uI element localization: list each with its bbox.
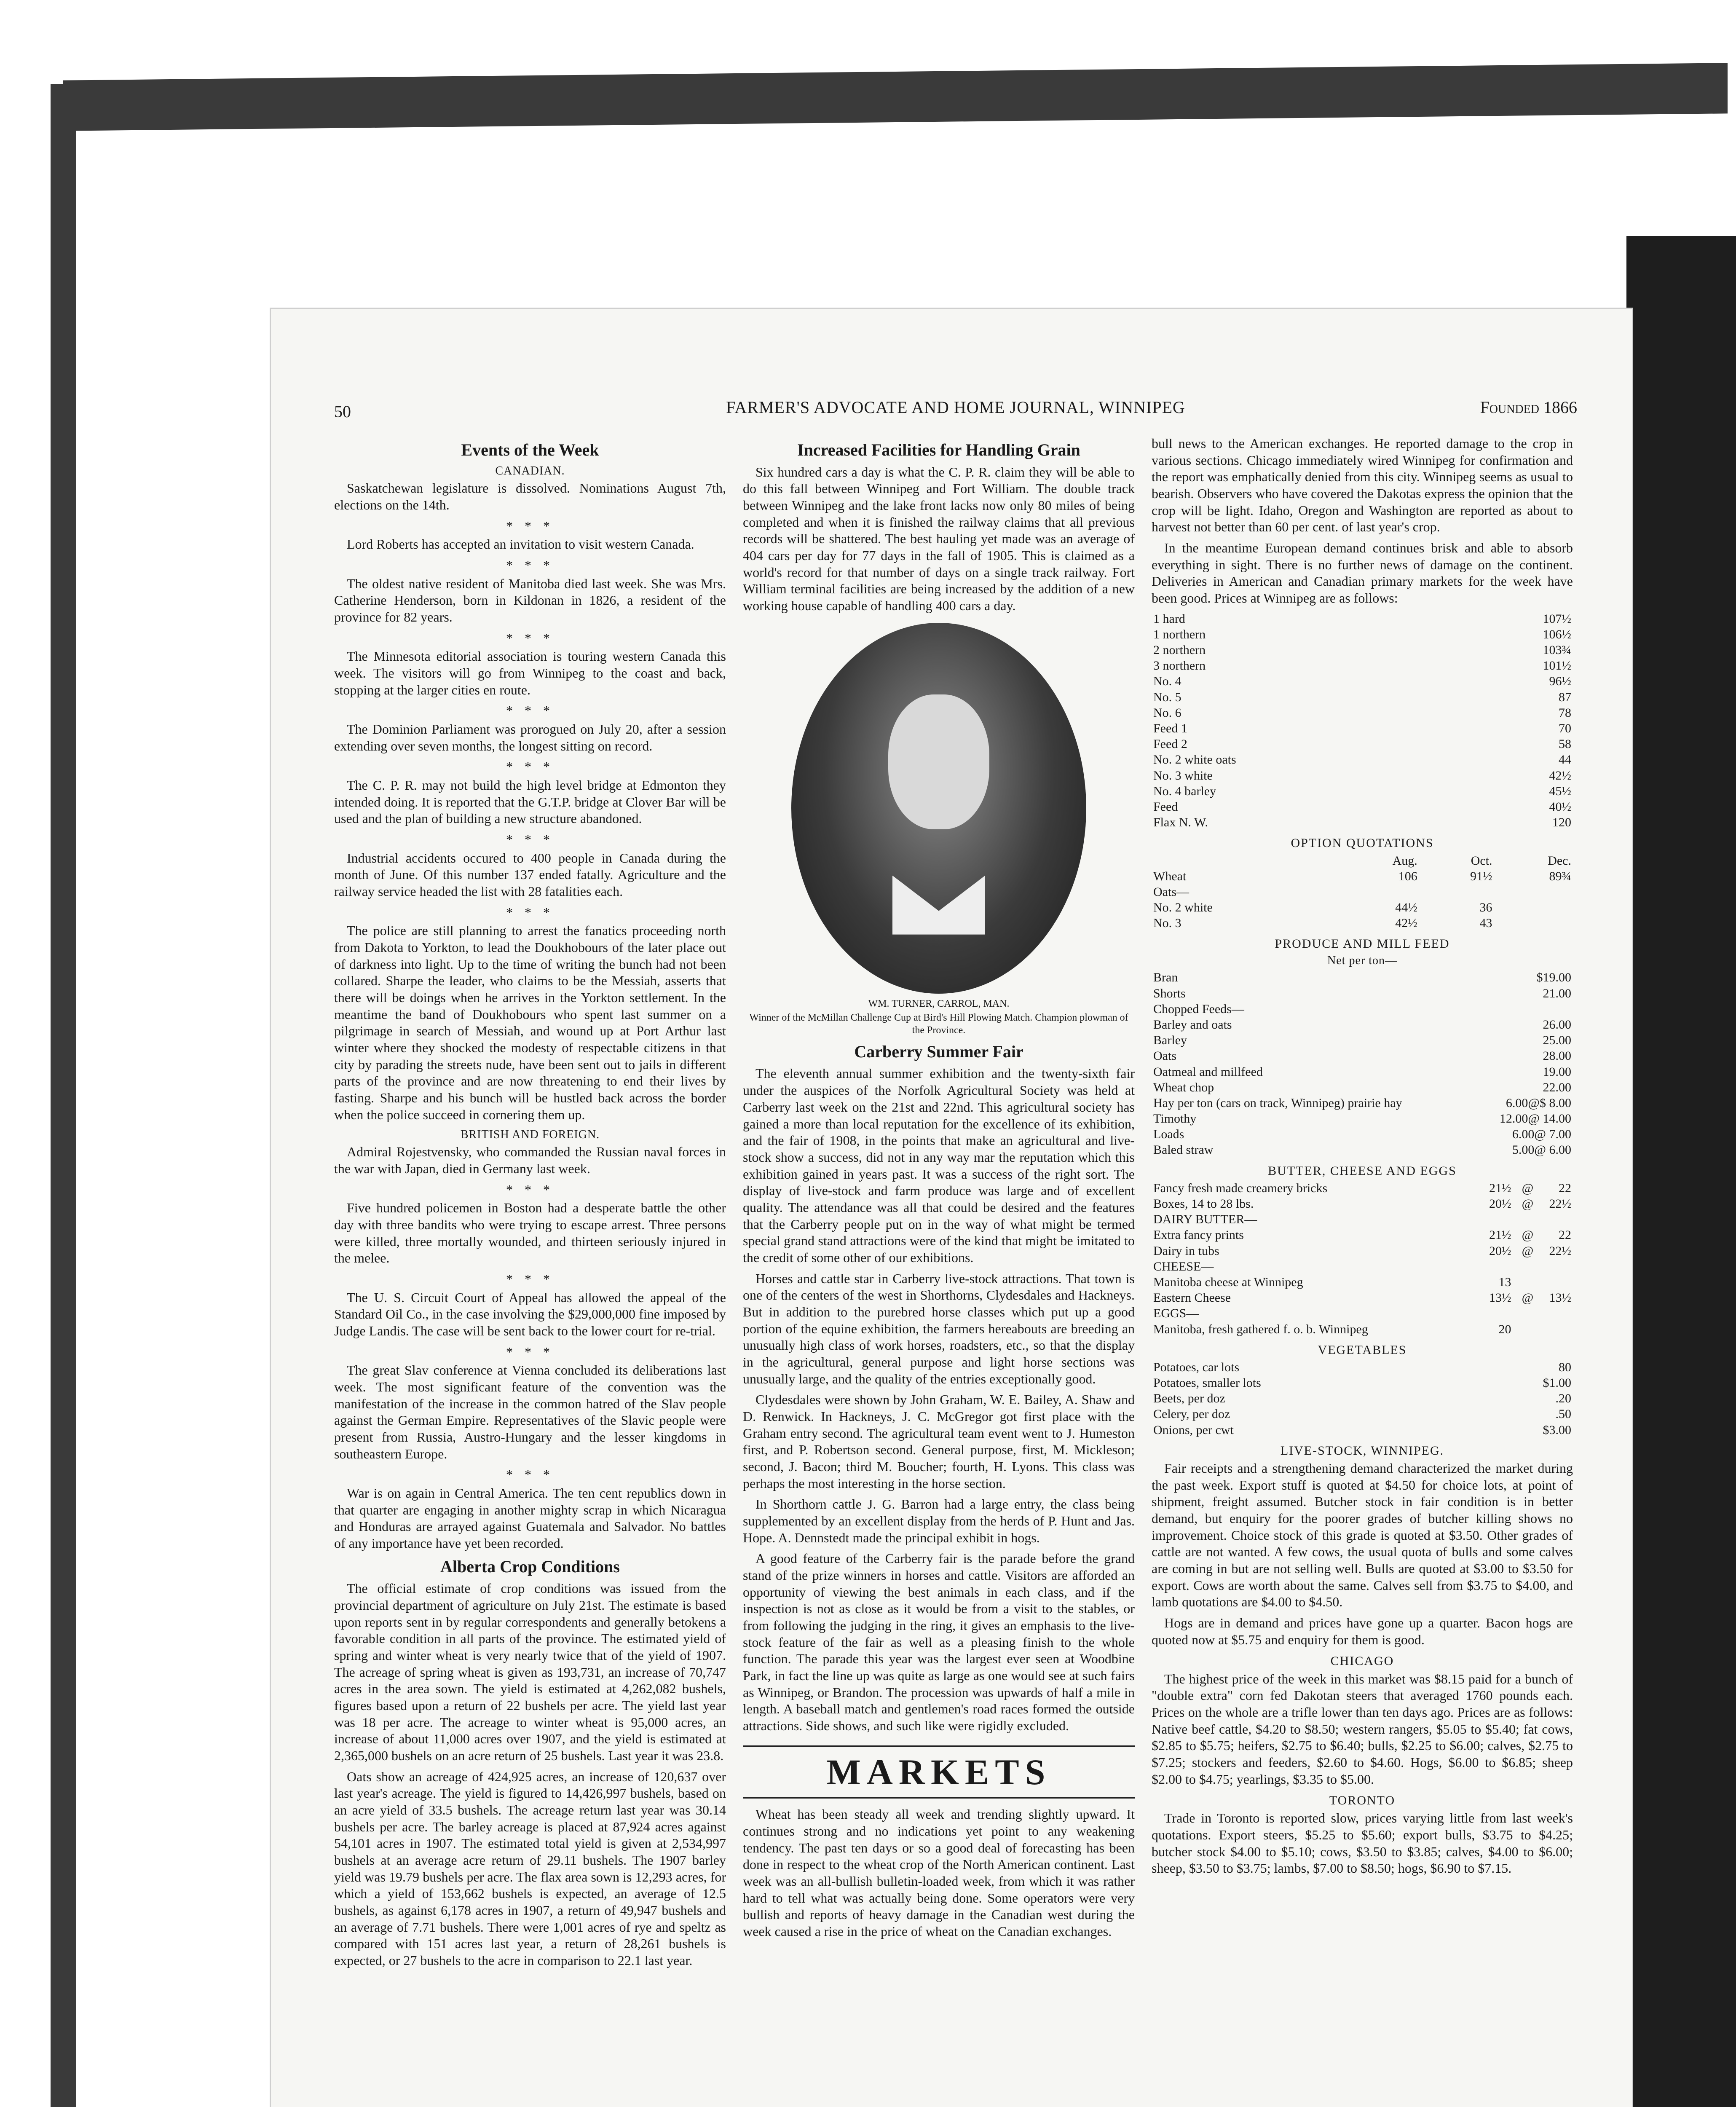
table-cell: No. 3 — [1153, 916, 1181, 930]
table-cell: @ — [1522, 1291, 1534, 1305]
portrait-subcaption: Winner of the McMillan Challenge Cup at Bird's Hill Plowing Match. Champion plowman of the Province. — [749, 1012, 1128, 1036]
vegetables-table — [1152, 1359, 1573, 1438]
produce-subheading: Net per ton— — [1327, 954, 1397, 967]
table-cell: Extra fancy prints — [1153, 1228, 1244, 1242]
dairy-row — [1152, 1322, 1573, 1337]
journal-title: FARMER'S ADVOCATE AND HOME JOURNAL, WINNIPEG — [726, 398, 1185, 417]
table-cell: Timothy — [1153, 1112, 1197, 1126]
table-cell — [1535, 1212, 1573, 1227]
carberry-heading: Carberry Summer Fair — [854, 1042, 1023, 1061]
table-cell: Celery, per doz — [1153, 1407, 1230, 1421]
produce-row — [1152, 1001, 1573, 1017]
carberry-paragraph: In Shorthorn cattle J. G. Barron had a large entry, the class being supplemented by an excellent display from the herds of P. Hunt and Jas. Hope. A. Dennstedt made the principal exhibit in hogs. — [743, 1496, 1135, 1545]
table-cell: 22 — [1559, 1228, 1571, 1242]
table-cell — [1513, 1274, 1535, 1290]
table-cell: 106 — [1398, 869, 1417, 883]
table-cell: 101½ — [1543, 659, 1571, 673]
table-cell — [1494, 884, 1573, 900]
table-cell — [1476, 1001, 1573, 1017]
divider-stars: * * * — [506, 1182, 554, 1197]
produce-row — [1152, 986, 1573, 1001]
table-cell: 70 — [1559, 721, 1571, 736]
option-row — [1152, 915, 1573, 931]
table-cell: 20½ — [1489, 1244, 1511, 1258]
table-cell: 21½ — [1489, 1181, 1511, 1195]
table-cell: @ — [1522, 1197, 1534, 1211]
produce-row — [1152, 1126, 1573, 1142]
table-cell: Oct. — [1471, 853, 1492, 868]
divider-stars: * * * — [506, 759, 554, 775]
table-cell: $19.00 — [1536, 970, 1571, 985]
markets-continued: bull news to the American exchanges. He reported damage to the crop in various sections. Chicago immediately wired Winnipeg for confirmation and the report was emphatically denied from this city. Winnipeg seems as usual to bearish. Observers who have covered the Dakotas express the opinion that the crop will be light. Idaho, Oregon and Washington are reported as about to harvest not better than 60 per cent. of last year's crop. — [1152, 436, 1573, 535]
table-cell — [1513, 1305, 1535, 1321]
column-1 — [334, 435, 726, 2107]
divider-stars: * * * — [506, 558, 554, 573]
column-2 — [743, 435, 1135, 2107]
carberry-paragraph: The eleventh annual summer exhibition and the twenty-sixth fair under the auspices of the Norfolk Agricultural Society was held at Carberry last week on the 21st and 22nd. This agricultural society has gained a more than local reputation for the excellence of its exhibition, and the fair of 1908, in the points that make an agricultural and live-stock show a success, did not in any way mar the reputation which this exhibition gained in years past. It was a success of the right sort. The display of live-stock and farm produce was large and of excellent quality. The attendance was all that could be desired and the features that the Carberry people put on in the way of what might be termed special grand stand attractions were of the kind that might be imitated to the credit of some other of our exhibitions. — [743, 1066, 1135, 1265]
table-cell — [1494, 915, 1573, 931]
table-cell: Oatmeal and millfeed — [1153, 1064, 1263, 1079]
divider-stars: * * * — [506, 518, 554, 533]
produce-row — [1152, 1032, 1573, 1048]
table-cell: Barley — [1153, 1033, 1187, 1048]
event-item: The Minnesota editorial association is touring western Canada this week. The visitors will go from Winnipeg to the coast and back, stopping at the larger cities en route. — [334, 649, 726, 697]
table-cell: No. 3 white — [1153, 768, 1213, 783]
table-cell — [1513, 1322, 1535, 1337]
dairy-row — [1152, 1212, 1573, 1227]
page-number: 50 — [334, 402, 351, 421]
table-cell: No. 4 — [1153, 674, 1181, 689]
table-cell: $1.00 — [1543, 1376, 1571, 1390]
table-cell: Aug. — [1392, 853, 1417, 868]
option-row — [1152, 884, 1573, 900]
table-cell: 96½ — [1549, 674, 1571, 689]
portrait-collar — [892, 876, 985, 935]
table-cell: 106½ — [1543, 627, 1571, 641]
table-cell: Loads — [1153, 1127, 1184, 1142]
table-cell: Boxes, 14 to 28 lbs. — [1153, 1197, 1254, 1211]
table-cell: No. 2 white oats — [1153, 753, 1236, 767]
table-cell: Wheat chop — [1153, 1080, 1214, 1094]
table-cell: Potatoes, smaller lots — [1153, 1376, 1261, 1390]
grain-price-row — [1152, 736, 1573, 752]
table-cell: CHEESE— — [1153, 1259, 1214, 1273]
produce-table — [1152, 970, 1573, 1158]
table-cell: 80 — [1559, 1360, 1571, 1374]
table-cell: Hay per ton (cars on track, Winnipeg) prairie hay — [1153, 1096, 1402, 1110]
portrait-face — [888, 694, 989, 829]
table-cell — [1475, 1305, 1513, 1321]
canadian-label: CANADIAN. — [495, 464, 565, 477]
livestock-paragraph: Fair receipts and a strengthening demand characterized the market during the past week. Export stuff is quoted at $4.50 for choice lots, at point of shipment, freight assumed. Butcher stock in fair condition is in better demand, but enquiry for the poorer grades of butcher killing shows no improvement. Choice stock of this grade is quoted at $3.50. Other grades of cattle are not wanted. A few cows, the usual quota of bulls and some calves are coming in but are not selling well. Bulls are quoted at $3.00 to $3.50 for export. Cows are worth about the same. Calves sell from $3.75 to $4.00, and lamb quotations are $4.00 to $4.50. — [1152, 1461, 1573, 1610]
table-cell — [1535, 1305, 1573, 1321]
table-cell — [1535, 1274, 1573, 1290]
toronto-paragraph: Trade in Toronto is reported slow, prices varying little from last week's quotations. Export steers, $5.25 to $5.60; export bulls, $3.75 to $4.25; butcher stock $4.00 to $5.10; cows, $3.50 to $3.85; calves, $4.00 to $6.00; sheep, $3.50 to $3.75; lambs, $7.00 to $8.50; hogs, $6.90 to $7.15. — [1152, 1810, 1573, 1876]
table-cell — [1535, 1259, 1573, 1274]
table-cell — [1535, 1322, 1573, 1337]
table-cell: 78 — [1559, 705, 1571, 720]
divider-stars: * * * — [506, 1271, 554, 1287]
table-cell: Potatoes, car lots — [1153, 1360, 1240, 1374]
event-item: The C. P. R. may not build the high level bridge at Edmonton they intended doing. It is reported that the G.T.P. bridge at Clover Bar will be used and the plan of building a new structure abandoned. — [334, 777, 726, 826]
grain-paragraph: Six hundred cars a day is what the C. P. R. claim they will be able to do this fall between Winnipeg and Fort William. The double track between Winnipeg and the lake front lacks now only 80 miles of being completed and when it is finished the railway claims that all previous records will be shattered. The best hauling yet made was an average of 404 cars per day for 77 days in the fall of 1905. This is claimed as a world's record for that number of days on a single track railway. Fort William terminal facilities are being increased by the addition of a new working house capable of handling 400 cars a day. — [743, 464, 1135, 613]
table-cell: No. 6 — [1153, 705, 1181, 720]
table-cell: 5.00@ 6.00 — [1512, 1143, 1571, 1157]
produce-row — [1152, 1048, 1573, 1064]
vegetable-row — [1152, 1391, 1573, 1406]
grain-price-row — [1152, 783, 1573, 799]
table-cell: @ — [1522, 1181, 1534, 1195]
divider-stars: * * * — [506, 630, 554, 646]
table-cell: 20 — [1498, 1322, 1511, 1336]
table-cell: 13½ — [1549, 1291, 1571, 1305]
divider-stars: * * * — [506, 904, 554, 920]
hogs-paragraph: Hogs are in demand and prices have gone up a quarter. Bacon hogs are quoted now at $5.75 and enquiry for them is good. — [1152, 1615, 1573, 1647]
table-cell — [1152, 853, 1336, 869]
table-cell: Baled straw — [1153, 1143, 1214, 1157]
table-cell — [1513, 1259, 1535, 1274]
events-heading: Events of the Week — [461, 440, 599, 459]
table-cell: 36 — [1479, 901, 1492, 915]
grain-price-row — [1152, 705, 1573, 721]
scan-shadow-right — [1626, 236, 1736, 2107]
table-cell: 43 — [1479, 916, 1492, 930]
table-cell: 44 — [1559, 753, 1571, 767]
option-row — [1152, 869, 1573, 884]
grain-price-row — [1152, 673, 1573, 689]
table-cell: 58 — [1559, 737, 1571, 751]
chicago-heading: CHICAGO — [1330, 1654, 1394, 1668]
table-cell: No. 4 barley — [1153, 784, 1216, 798]
dairy-row — [1152, 1290, 1573, 1305]
alberta-paragraph: The official estimate of crop conditions was issued from the provincial department of agriculture on July 21st. The estimate is based upon reports sent in by regular correspondents and generally betokens a favorable condition in all parts of the province. The estimated yield of spring and winter wheat is very nearly twice that of the yield of 1907. The acreage of spring wheat is given as 193,731, an increase of 70,747 acres in the area sown. The yield is estimated at 4,262,082 bushels, figures based upon a return of 22 bushels per acre. The yield last year was 18 per acre. The acreage to winter wheat is 95,000 acres, an increase of about 11,000 acres over 1907, and the yield is estimated at 2,365,000 bushels on an acre return of 25 bushels. Last year it was 23.8. — [334, 1581, 726, 1763]
produce-row — [1152, 1111, 1573, 1126]
table-cell: 42½ — [1549, 768, 1571, 783]
option-table — [1152, 853, 1573, 931]
portrait-photo — [791, 623, 1086, 994]
table-cell: Oats— — [1153, 885, 1189, 899]
grain-price-row — [1152, 642, 1573, 658]
table-cell: Dec. — [1548, 853, 1571, 868]
vegetables-heading: VEGETABLES — [1318, 1343, 1407, 1357]
event-item: The Dominion Parliament was prorogued on July 20, after a session extending over seven months, the longest sitting on record. — [334, 721, 726, 753]
table-cell: 19.00 — [1543, 1064, 1571, 1079]
produce-heading: PRODUCE AND MILL FEED — [1275, 937, 1450, 951]
page-header — [334, 397, 1577, 423]
dairy-row — [1152, 1227, 1573, 1243]
dairy-row — [1152, 1243, 1573, 1259]
table-cell: .50 — [1555, 1407, 1571, 1421]
table-cell: 21½ — [1489, 1228, 1511, 1242]
scan-shadow-left — [51, 84, 76, 2107]
table-cell: 89¾ — [1549, 869, 1571, 883]
table-cell — [1419, 884, 1494, 900]
markets-intro: Wheat has been steady all week and trending slightly upward. It continues strong and no indications yet point to any weakening tendency. The past ten days or so a good deal of forecasting has been done in respect to the wheat crop of the North American continent. Last week was an all-bullish bulletin-loaded week, from which it was rather hard to tell what was actually being done. Some operators were very bullish and reports of heavy damage in the Canadian west during the week caused a rise in the price of wheat on the Canadian exchanges. — [743, 1807, 1135, 1939]
table-cell: 91½ — [1470, 869, 1492, 883]
table-cell: 22 — [1559, 1181, 1571, 1195]
table-cell: 6.00@$ 8.00 — [1506, 1096, 1571, 1110]
dairy-row — [1152, 1305, 1573, 1321]
dairy-table — [1152, 1180, 1573, 1337]
produce-row — [1152, 970, 1573, 985]
grain-price-row — [1152, 815, 1573, 830]
livestock-heading: LIVE-STOCK, WINNIPEG. — [1280, 1443, 1444, 1458]
markets-banner: MARKETS — [743, 1745, 1135, 1799]
produce-row — [1152, 1017, 1573, 1032]
table-cell: 87 — [1559, 690, 1571, 704]
event-item: The great Slav conference at Vienna concluded its deliberations last week. The most significant feature of the convention was the manifestation of the increase in the common hatred of the Slav people against the German Empire. Representatives of the Slavic people were present from Russia, Austro-Hungary and the lesser kingdoms in southeastern Europe. — [334, 1362, 726, 1461]
grain-price-table — [1152, 611, 1573, 831]
table-cell: Onions, per cwt — [1153, 1423, 1234, 1437]
table-cell: 12.00@ 14.00 — [1499, 1112, 1571, 1126]
table-cell: 13 — [1498, 1275, 1511, 1289]
dairy-row — [1152, 1180, 1573, 1196]
table-cell: 120 — [1552, 815, 1571, 830]
table-cell: $3.00 — [1543, 1423, 1571, 1437]
event-item: Five hundred policemen in Boston had a desperate battle the other day with three bandits who were trying to escape arrest. Three persons were killed, three mortally wounded, and thirteen seriously injured in the melee. — [334, 1200, 726, 1266]
toronto-heading: TORONTO — [1329, 1793, 1396, 1808]
table-cell: Dairy in tubs — [1153, 1244, 1219, 1258]
divider-stars: * * * — [506, 1467, 554, 1482]
grain-heading: Increased Facilities for Handling Grain — [797, 440, 1080, 459]
table-cell: Fancy fresh made creamery bricks — [1153, 1181, 1328, 1195]
table-cell: Flax N. W. — [1153, 815, 1208, 830]
table-cell: 44½ — [1395, 901, 1417, 915]
vegetable-row — [1152, 1375, 1573, 1391]
table-cell: 22½ — [1549, 1197, 1571, 1211]
alberta-paragraph: Oats show an acreage of 424,925 acres, an increase of 120,637 over last year's acreage. The yield is figured to 14,426,997 bushels, based on an acre yield of 33.5 bushels. The acreage return last year was 30.14 bushels per acre. The barley acreage is placed at 87,924 acres against 54,101 acres in 1907. The estimated total yield is given at 2,534,997 bushels at an average acre return of 29.11 bushels. The 1907 barley yield was 19.79 bushels per acre. The flax area sown is 12,293 acres, for which a yield of 153,662 bushels is expected, an average of 12.5 bushels, as against 6,178 acres in 1907, a return of 49,947 bushels and an average of 7.71 bushels. There were 1,001 acres of rye and speltz as compared with 151 acres last year, a return of 28,261 bushels is expected, or 27 bushels to the acre in comparison to 22.1 last year. — [334, 1769, 726, 1968]
table-cell: Feed 2 — [1153, 737, 1187, 751]
grain-price-row — [1152, 799, 1573, 815]
option-row — [1152, 900, 1573, 915]
grain-price-row — [1152, 627, 1573, 642]
table-cell: 21.00 — [1543, 986, 1571, 1000]
table-cell: 25.00 — [1543, 1033, 1571, 1048]
event-item: Lord Roberts has accepted an invitation to visit western Canada. — [347, 536, 694, 552]
table-cell: 42½ — [1395, 916, 1417, 930]
table-cell: No. 5 — [1153, 690, 1181, 704]
table-cell: DAIRY BUTTER— — [1153, 1212, 1257, 1227]
table-cell: 26.00 — [1543, 1017, 1571, 1032]
table-cell: 107½ — [1543, 611, 1571, 626]
divider-stars: * * * — [506, 1344, 554, 1359]
table-cell — [1513, 1212, 1535, 1227]
column-3 — [1152, 435, 1573, 2107]
table-cell — [1336, 884, 1419, 900]
table-cell: 45½ — [1549, 784, 1571, 798]
option-heading: OPTION QUOTATIONS — [1291, 836, 1434, 850]
table-cell: 6.00@ 7.00 — [1512, 1127, 1571, 1142]
table-cell: .20 — [1555, 1391, 1571, 1406]
grain-price-row — [1152, 768, 1573, 783]
carberry-paragraph: A good feature of the Carberry fair is the parade before the grand stand of the prize winners in horses and cattle. Visitors are afforded an opportunity of viewing the best animals in each class, and if the inspection is not as close as it would be from a visit to the stables, or from following the judging in the ring, it gives an emphasis to the live-stock feature of the fair as well as a pleasing finish to the whole function. The parade this year was the largest ever seen at Woodbine Park, in fact the line up was quite as large as one would see at such fairs as Winnipeg, or Brandon. The procession was upwards of half a mile in length. A baseball match and gentlemen's road races formed the outside attractions. Side shows, and such like were rigidly excluded. — [743, 1551, 1135, 1734]
carberry-paragraph: Horses and cattle star in Carberry live-stock attractions. That town is one of the centers of the west in Shorthorns, Clydesdales and Hackneys. But in addition to the purebred horse classes which put up a good portion of the equine exhibition, the farmers hereabouts are breeding an unusually high class of work horses, roadsters, etc., so that the display in the agricultural, general purpose and light horse sections was unusually large, and the quality of the entries exceptionally good. — [743, 1271, 1135, 1386]
event-item: Industrial accidents occured to 400 people in Canada during the month of June. Of this number 137 ended fatally. Agriculture and the railway service headed the list with 28 fatalities each. — [334, 850, 726, 899]
markets-continued: In the meantime European demand continues brisk and able to absorb everything in sight. There is no further news of damage on the continent. Deliveries in American and Canadian primary markets for the week have been good. Prices at Winnipeg are as follows: — [1152, 540, 1573, 606]
grain-price-row — [1152, 721, 1573, 736]
event-item: War is on again in Central America. The ten cent republics down in that quarter are engaging in another mighty scrap in which Nicaragua and Honduras are arrayed against Guatemala and Salvador. No battles of any importance have yet been recorded. — [334, 1485, 726, 1551]
table-cell: Wheat — [1153, 869, 1187, 883]
grain-price-row — [1152, 689, 1573, 705]
option-row — [1152, 853, 1573, 869]
table-cell: Oats — [1153, 1049, 1176, 1063]
newspaper-page — [270, 308, 1633, 2107]
produce-row — [1152, 1142, 1573, 1158]
table-cell: 28.00 — [1543, 1049, 1571, 1063]
vegetable-row — [1152, 1422, 1573, 1438]
table-cell: Feed 1 — [1153, 721, 1187, 736]
table-cell: 3 northern — [1153, 659, 1206, 673]
grain-price-row — [1152, 658, 1573, 673]
table-cell: 2 northern — [1153, 643, 1206, 657]
carberry-paragraph: Clydesdales were shown by John Graham, W. E. Bailey, A. Shaw and D. Renwick. In Hackneys, J. C. McGregor got first place with the Graham entry second. The agricultural team event went to J. Humeston first, and P. Robertson second. General purpose, first, M. Mickleson; second, J. Bacon; third M. Boucher; fourth, H. Lyons. This class was perhaps the most interesting in the horse section. — [743, 1392, 1135, 1491]
table-cell: 1 hard — [1153, 611, 1185, 626]
table-cell — [1494, 900, 1573, 915]
portrait-caption: WM. TURNER, CARROL, MAN. — [868, 998, 1010, 1009]
table-cell: 1 northern — [1153, 627, 1206, 641]
table-cell: 22.00 — [1543, 1080, 1571, 1094]
table-cell: EGGS— — [1153, 1306, 1199, 1321]
table-cell: @ — [1522, 1244, 1534, 1258]
table-cell — [1475, 1259, 1513, 1274]
table-cell — [1475, 1212, 1513, 1227]
table-cell: 22½ — [1549, 1244, 1571, 1258]
table-cell: Eastern Cheese — [1153, 1291, 1231, 1305]
dairy-row — [1152, 1274, 1573, 1290]
produce-row — [1152, 1064, 1573, 1080]
table-cell: Barley and oats — [1153, 1017, 1232, 1032]
table-cell: Shorts — [1153, 986, 1186, 1000]
foreign-label: BRITISH AND FOREIGN. — [460, 1128, 600, 1141]
event-item: The U. S. Circuit Court of Appeal has allowed the appeal of the Standard Oil Co., in the case involving the $29,000,000 fine imposed by Judge Landis. The case will be sent back to the lower court for re-trial. — [334, 1289, 726, 1338]
dairy-row — [1152, 1196, 1573, 1212]
table-cell: Manitoba cheese at Winnipeg — [1153, 1275, 1303, 1289]
table-cell: Beets, per doz — [1153, 1391, 1225, 1406]
table-cell: 40½ — [1549, 799, 1571, 814]
table-cell: Manitoba, fresh gathered f. o. b. Winnipeg — [1153, 1322, 1368, 1336]
produce-row — [1152, 1080, 1573, 1095]
alberta-heading: Alberta Crop Conditions — [440, 1557, 620, 1576]
table-cell: 13½ — [1489, 1291, 1511, 1305]
grain-price-row — [1152, 752, 1573, 767]
table-cell: No. 2 white — [1153, 901, 1213, 915]
table-cell: Feed — [1153, 799, 1178, 814]
event-item: The police are still planning to arrest the fanatics proceeding north from Dakota to Yorkton, to lead the Doukhobours of the later place out of darkness into light. Up to the time of writing the bunch had not been collared. Sharpe the leader, who claims to be the Messiah, asserts that there will be doings when he arrives in the Yorkton settlement. In the meantime the band of Doukhobours who spent last summer on a pilgrimage in search of Messiah, and wound up at Port Arthur last winter where they shocked the modesty of respectable citizens in that city by parading the streets nude, have been sent out to jails in different parts of the province and are now threatening to end their lives by fasting. Sharpe and his bunch will be hustled back across the border when the police succeed in cornering them up. — [334, 923, 726, 1122]
divider-stars: * * * — [506, 832, 554, 847]
grain-price-row — [1152, 611, 1573, 627]
produce-row — [1152, 1095, 1573, 1111]
chicago-paragraph: The highest price of the week in this market was $8.15 paid for a bunch of "double extra" corn fed Dakotan steers that averaged 1760 pounds each. Prices on the whole are a trifle lower than ten days ago. Prices are as follows: Native beef cattle, $4.20 to $8.50; western rangers, $5.05 to $5.40; fat cows, $2.85 to $5.75; heifers, $2.75 to $6.40; bulls, $2.25 to $6.00; calves, $2.75 to $7.25; stockers and feeders, $2.60 to $4.60. Hogs, $6.00 to $6.85; sheep $2.00 to $4.75; yearlings, $3.35 to $5.00. — [1152, 1671, 1573, 1787]
founded-year: Founded 1866 — [1480, 398, 1577, 417]
table-cell: 103¾ — [1543, 643, 1571, 657]
divider-stars: * * * — [506, 703, 554, 718]
table-cell: Chopped Feeds— — [1153, 1002, 1244, 1016]
event-item: The oldest native resident of Manitoba died last week. She was Mrs. Catherine Henderson, born in Kildonan in 1826, a resident of the province for 82 years. — [334, 576, 726, 625]
vegetable-row — [1152, 1406, 1573, 1422]
event-item: Saskatchewan legislature is dissolved. Nominations August 7th, elections on the 14th. — [334, 480, 726, 512]
table-cell: Bran — [1153, 970, 1178, 985]
table-cell: 20½ — [1489, 1197, 1511, 1211]
event-item: Admiral Rojestvensky, who commanded the Russian naval forces in the war with Japan, died in Germany last week. — [334, 1144, 726, 1176]
dairy-row — [1152, 1259, 1573, 1274]
table-cell: @ — [1522, 1228, 1534, 1242]
vegetable-row — [1152, 1359, 1573, 1375]
dairy-heading: BUTTER, CHEESE AND EGGS — [1268, 1163, 1457, 1178]
